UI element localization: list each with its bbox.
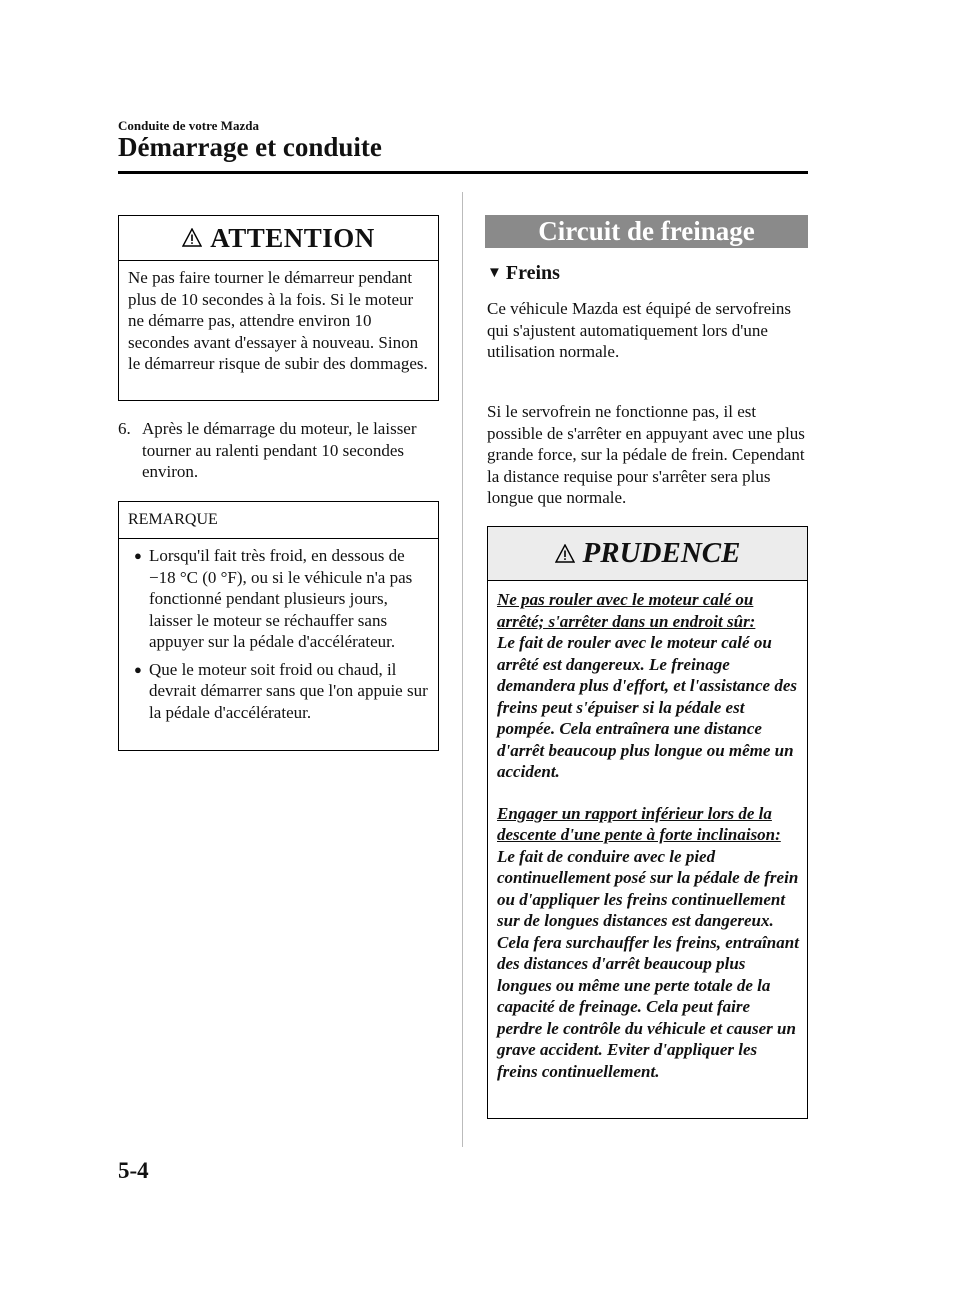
section-title: Circuit de freinage — [485, 215, 808, 248]
step-number: 6. — [118, 419, 131, 438]
remarque-list — [119, 539, 438, 723]
step-6 — [118, 418, 448, 483]
list-item — [131, 659, 432, 724]
triangle-down-icon: ▼ — [487, 265, 502, 281]
column-divider — [462, 192, 463, 1147]
title-rule — [118, 171, 808, 174]
page-title: Démarrage et conduite — [118, 132, 382, 162]
attention-header — [119, 216, 438, 261]
prudence-header — [488, 527, 807, 581]
bullet-icon: ● — [134, 548, 142, 563]
bullet-icon: ● — [134, 661, 142, 677]
paragraph-1: Ce véhicule Mazda est équipé de servofreins qui s'ajustent automatiquement lors d'une utilisation normale. — [487, 299, 791, 361]
subheading — [487, 262, 560, 285]
remarque-box — [118, 501, 439, 751]
page-number: 5-4 — [118, 1158, 149, 1183]
prudence-heading-1: Ne pas rouler avec le moteur calé ou arrêté; s'arrêter dans un endroit sûr: — [497, 590, 756, 631]
prudence-heading-2: Engager un rapport inférieur lors de la descente d'une pente à forte inclinaison: — [497, 803, 781, 844]
warning-triangle-icon — [555, 544, 575, 564]
prudence-title: PRUDENCE — [582, 537, 741, 569]
list-item — [131, 545, 432, 653]
remarque-item-text: Lorsqu'il fait très froid, en dessous de −18 °C (0 °F), ou si le véhicule n'a pas fonctionné pendant plusieurs jours, laisser le moteur se réchauffer sans appuyer sur la pédale d'accélérateur. — [149, 546, 413, 651]
prudence-box — [487, 526, 808, 1119]
warning-triangle-icon — [182, 228, 202, 248]
remarque-header: REMARQUE — [119, 502, 438, 539]
step-text: Après le démarrage du moteur, le laisser tourner au ralenti pendant 10 secondes environ. — [142, 419, 417, 481]
remarque-item-text: Que le moteur soit froid ou chaud, il devrait démarrer sans que l'on appuie sur la pédale d'accélérateur. — [149, 659, 428, 722]
attention-text: Ne pas faire tourner le démarreur pendant plus de 10 secondes à la fois. Si le moteur ne démarre pas, attendre environ 10 secondes avant d'essayer à nouveau. Sinon le démarreur risque de subir des dommages. — [128, 268, 428, 373]
attention-box — [118, 215, 439, 401]
paragraph-2: Si le servofrein ne fonctionne pas, il est possible de s'arrêter en appuyant avec une plus grande force, sur la pédale de frein. Cependant la distance requise pour s'arrêter sera plus longue que normale. — [487, 402, 805, 507]
prudence-text — [488, 581, 807, 1082]
prudence-body-1: Le fait de rouler avec le moteur calé ou arrêté est dangereux. Le freinage demandera plus d'effort, et l'assistance des freins peut s'épuiser si la pédale est pompée. Cela entraînera une distance d'arrêt beaucoup plus longue ou même un accident. — [497, 633, 798, 781]
prudence-body-2: Le fait de conduire avec le pied continuellement posé sur la pédale de frein ou d'appliquer les freins continuellement sur de longues distances est dangereux. Cela fera surchauffer les freins, entraînant des distances d'arrêt beaucoup plus longues ou même une perte totale de la capacité de freinage. Cela peut faire perdre le contrôle du véhicule et causer un grave accident. Eviter d'appliquer les freins continuellement. — [497, 846, 799, 1081]
breadcrumb: Conduite de votre Mazda — [118, 118, 259, 133]
attention-title: ATTENTION — [210, 222, 375, 253]
subheading-label: Freins — [505, 262, 560, 284]
